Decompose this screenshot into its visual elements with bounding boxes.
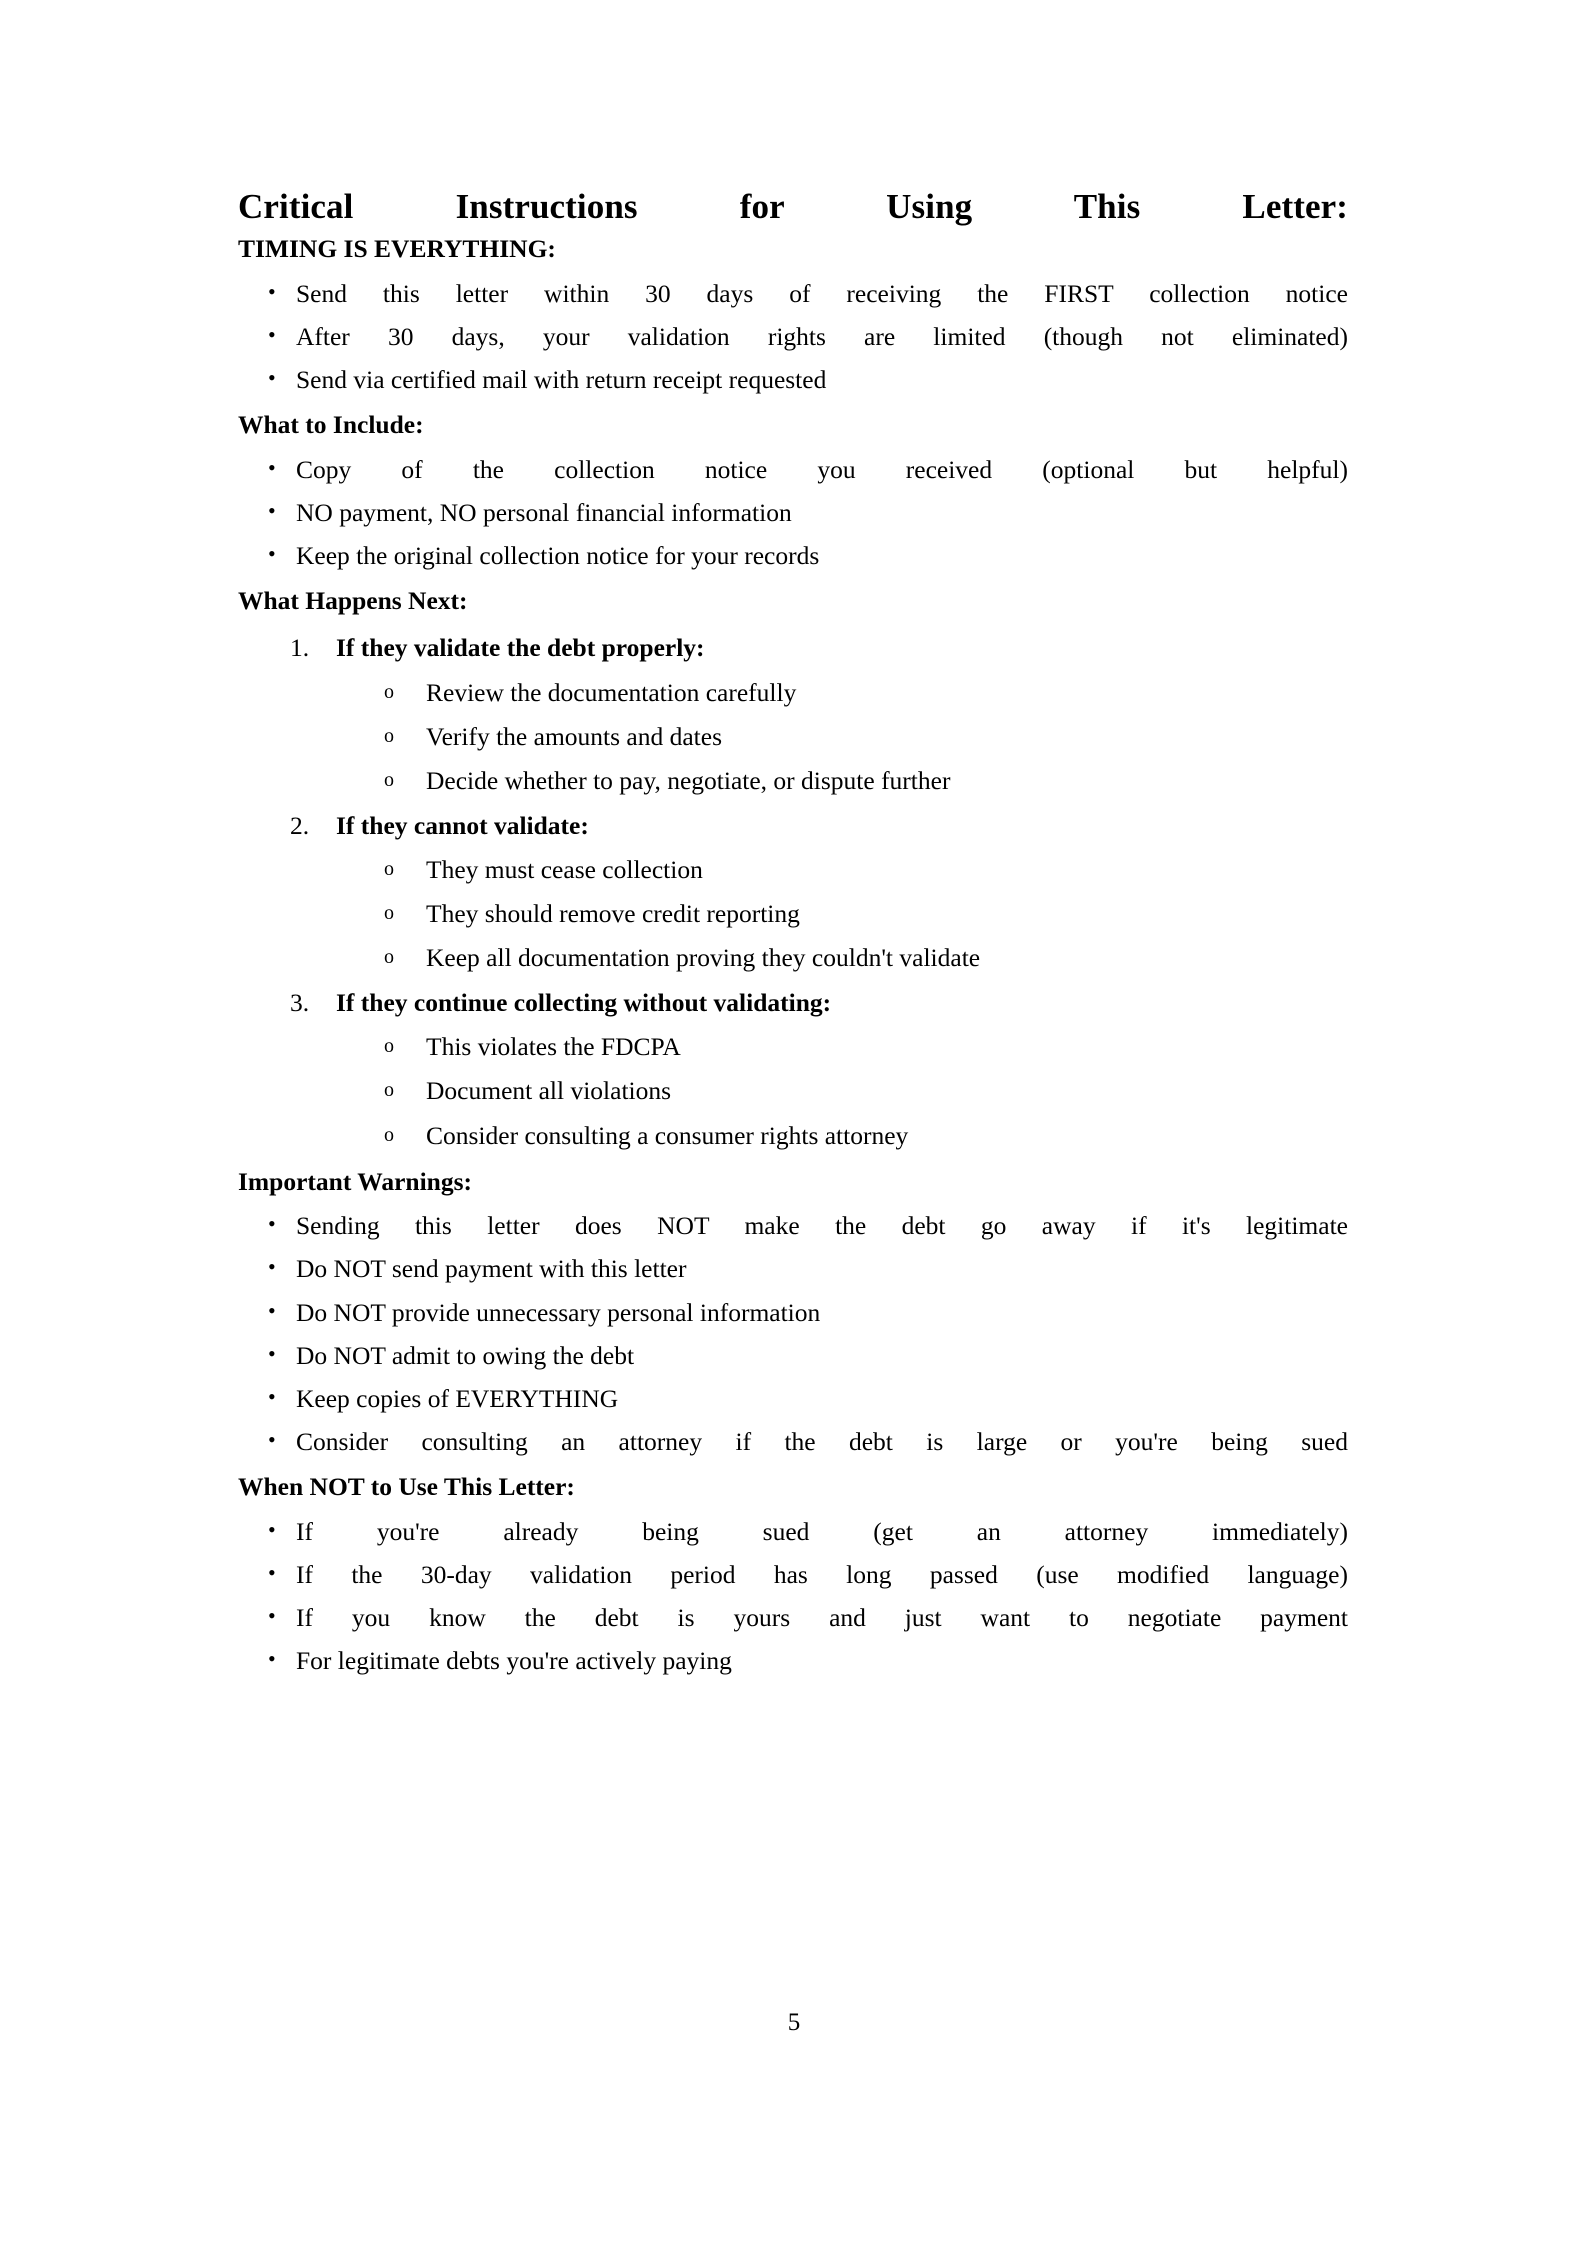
- sub-list-item: o Decide whether to pay, negotiate, or dispute further: [384, 767, 1348, 795]
- section-when-not-to-use: [238, 1471, 1348, 1675]
- page-number: 5: [787, 2009, 801, 2036]
- sub-list-item: o They should remove credit reporting: [384, 900, 1348, 928]
- list-item: • NO payment, NO personal financial information: [266, 499, 1348, 527]
- section-heading: TIMING IS EVERYTHING:: [238, 234, 556, 264]
- section-heading: When NOT to Use This Letter:: [238, 1471, 575, 1501]
- list-item: [290, 633, 1348, 794]
- section-heading: What Happens Next:: [238, 586, 468, 616]
- bullet-list: [238, 1212, 1348, 1455]
- sub-list: [336, 856, 1348, 972]
- page-title: Critical Instructions for Using This Letter:: [238, 187, 1348, 226]
- sub-list-item: o Keep all documentation proving they couldn't validate: [384, 944, 1348, 972]
- section-what-to-include: [238, 409, 1348, 570]
- section-important-warnings: [238, 1166, 1348, 1456]
- list-item: • Do NOT admit to owing the debt: [266, 1342, 1348, 1370]
- list-item: • Send via certified mail with return receipt requested: [266, 366, 1348, 394]
- list-item: [290, 811, 1348, 972]
- list-item: • Do NOT provide unnecessary personal information: [266, 1299, 1348, 1327]
- list-item: • For legitimate debts you're actively paying: [266, 1647, 1348, 1675]
- list-item: • Do NOT send payment with this letter: [266, 1255, 1348, 1283]
- numbered-item-label: If they validate the debt properly:: [336, 633, 705, 663]
- list-item: • If the 30-day validation period has long passed (use modified language): [266, 1561, 1348, 1589]
- bullet-list: [238, 280, 1348, 394]
- list-item: • Copy of the collection notice you received (optional but helpful): [266, 456, 1348, 484]
- section-what-happens-next: [238, 585, 1348, 1149]
- bullet-list: [238, 456, 1348, 570]
- sub-list: [336, 679, 1348, 795]
- sub-list-item: o Consider consulting a consumer rights attorney: [384, 1122, 1348, 1150]
- bullet-list: [238, 1518, 1348, 1675]
- list-item: • Send this letter within 30 days of receiving the FIRST collection notice: [266, 280, 1348, 308]
- numbered-list: [238, 633, 1348, 1149]
- sub-list-item: o Verify the amounts and dates: [384, 723, 1348, 751]
- list-item: [290, 988, 1348, 1149]
- sub-list-item: o Document all violations: [384, 1077, 1348, 1105]
- sub-list-item: o Review the documentation carefully: [384, 679, 1348, 707]
- list-item: • After 30 days, your validation rights are limited (though not eliminated): [266, 323, 1348, 351]
- section-heading: What to Include:: [238, 410, 424, 440]
- list-item: • Consider consulting an attorney if the debt is large or you're being sued: [266, 1428, 1348, 1456]
- list-item: • Keep copies of EVERYTHING: [266, 1385, 1348, 1413]
- list-item: • Keep the original collection notice for your records: [266, 542, 1348, 570]
- document-body: [238, 186, 1348, 1690]
- numbered-item-label: If they cannot validate:: [336, 810, 589, 840]
- list-item: • Sending this letter does NOT make the debt go away if it's legitimate: [266, 1212, 1348, 1240]
- section-timing: [238, 233, 1348, 394]
- section-heading: Important Warnings:: [238, 1166, 473, 1196]
- numbered-item-label: If they continue collecting without validating:: [336, 988, 832, 1018]
- sub-list-item: o This violates the FDCPA: [384, 1033, 1348, 1061]
- list-item: • If you know the debt is yours and just want to negotiate payment: [266, 1604, 1348, 1632]
- sub-list: [336, 1033, 1348, 1149]
- sub-list-item: o They must cease collection: [384, 856, 1348, 884]
- list-item: • If you're already being sued (get an attorney immediately): [266, 1518, 1348, 1546]
